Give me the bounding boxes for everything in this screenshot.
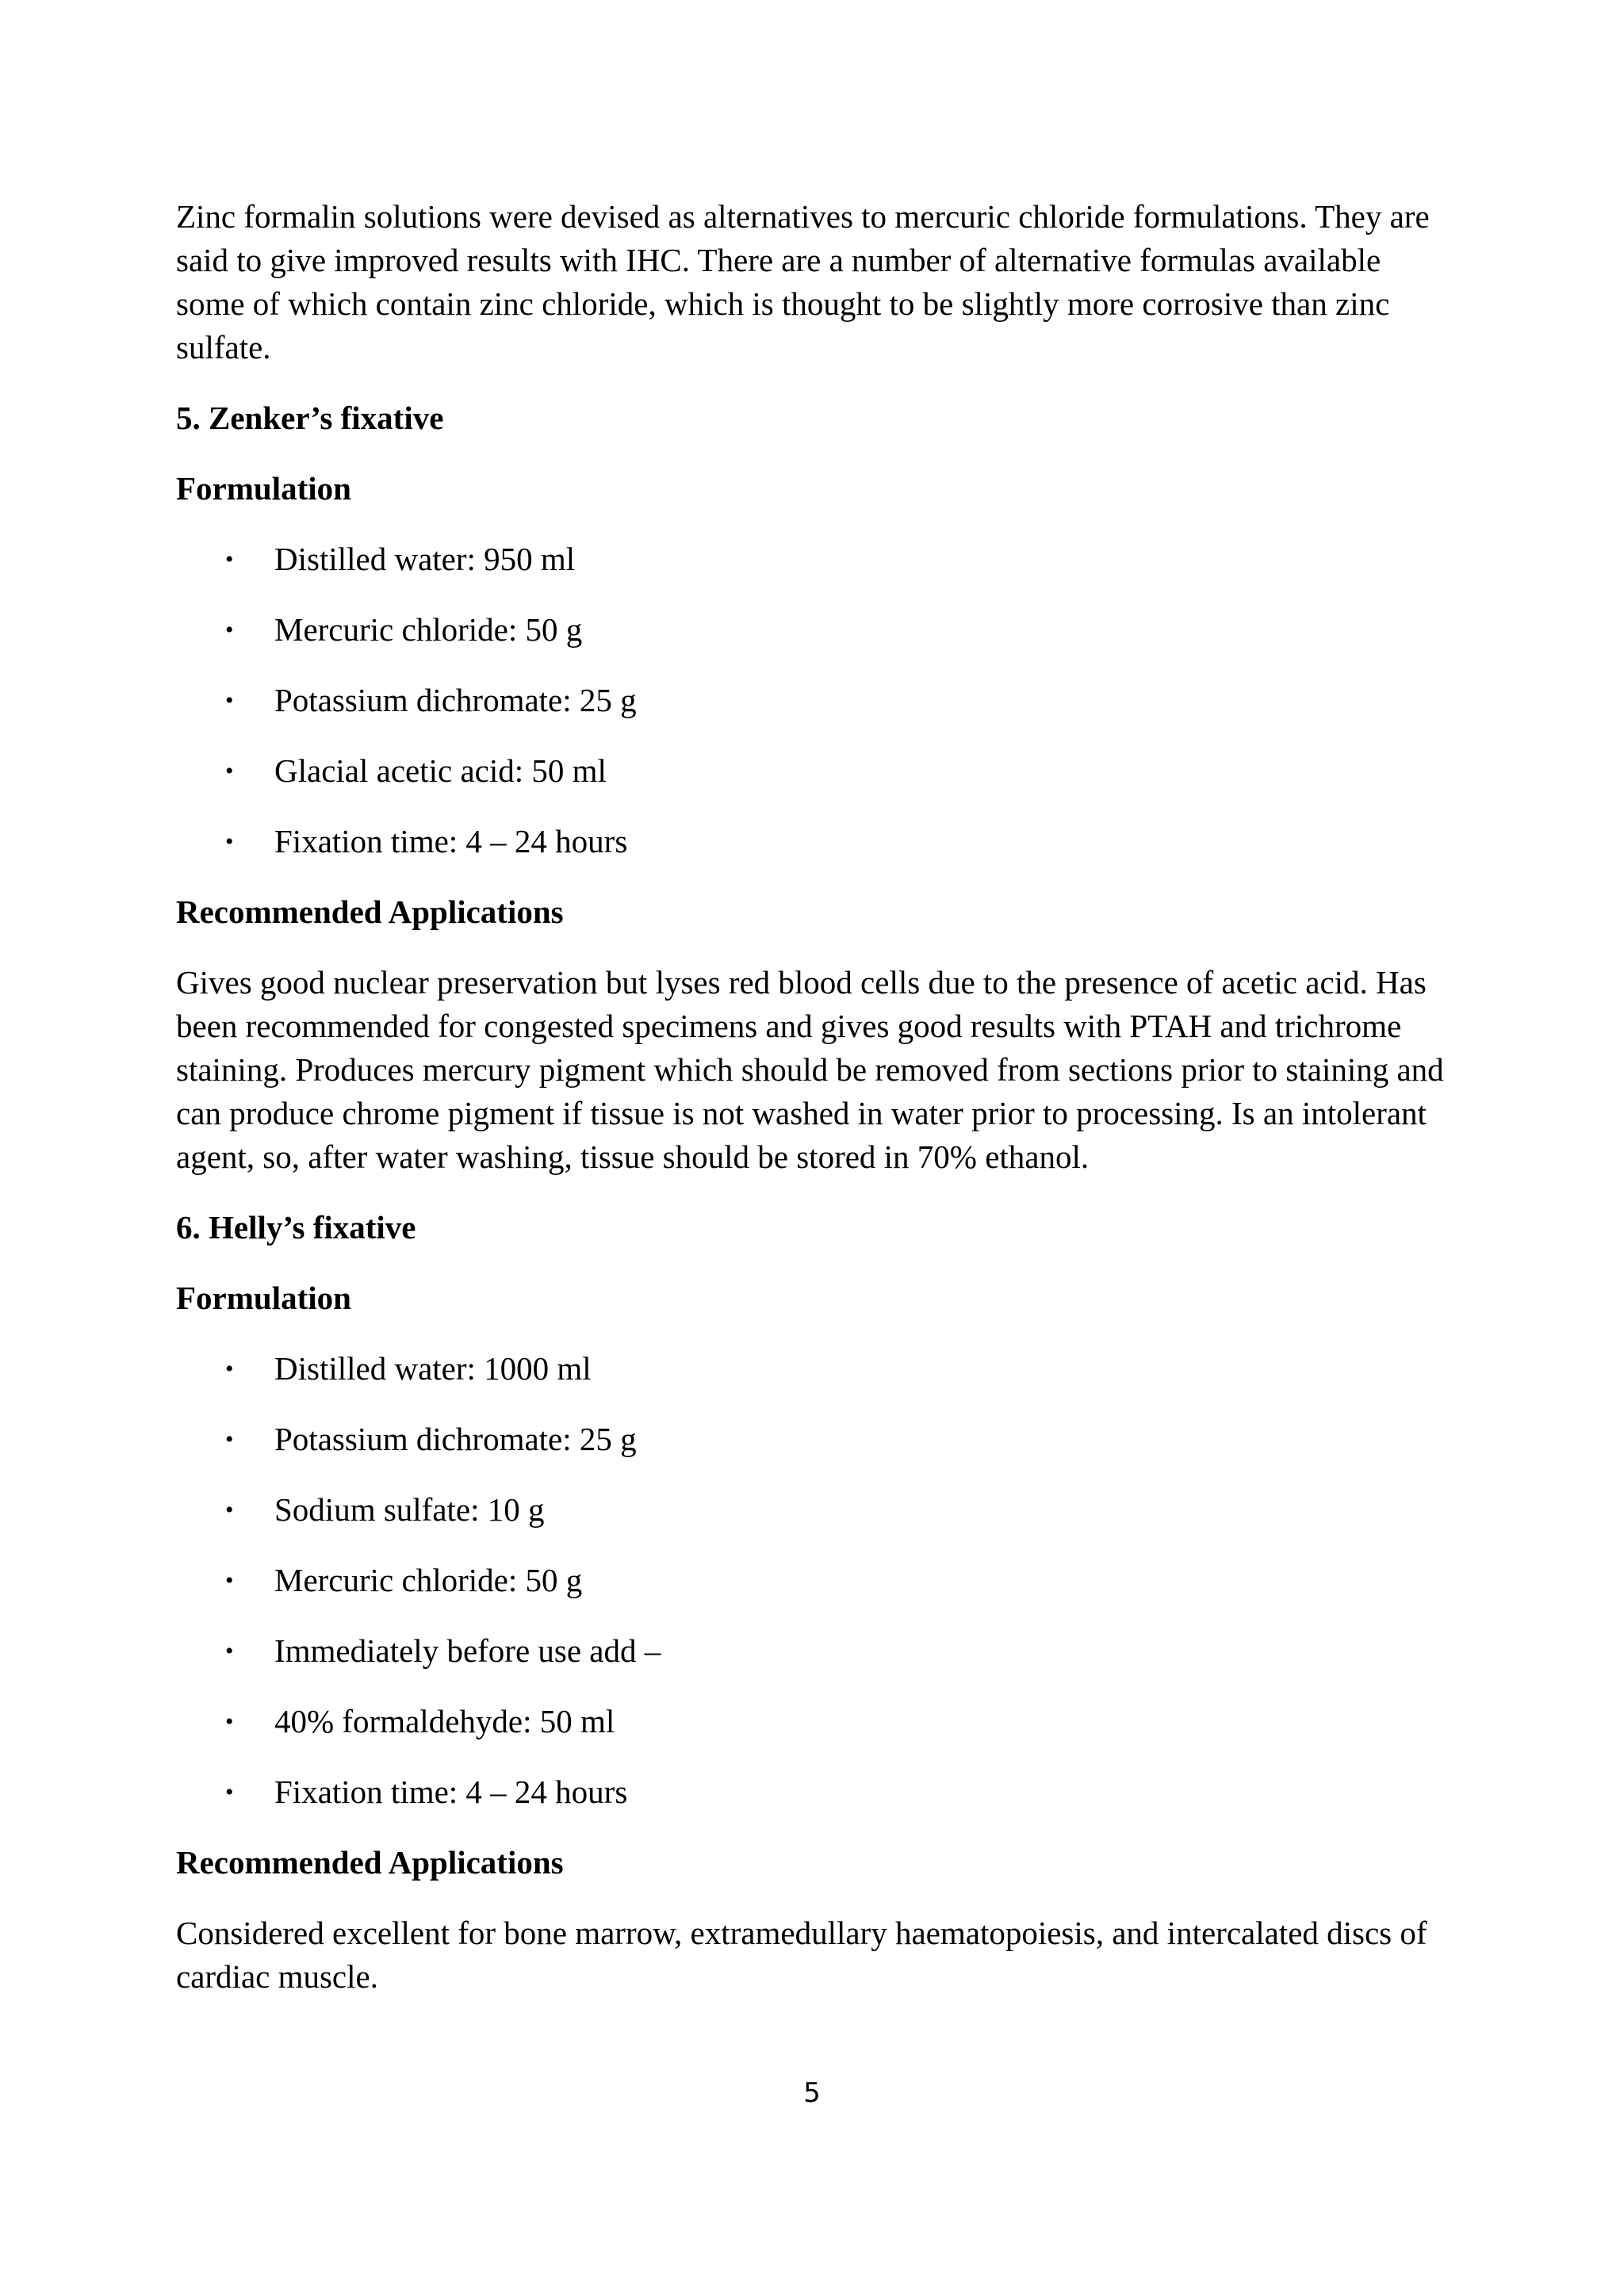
bullet-icon: • xyxy=(225,617,234,643)
list-item xyxy=(176,1347,1454,1391)
list-item-text: Immediately before use add – xyxy=(274,1632,661,1669)
section-title-helly: 6. Helly’s fixative xyxy=(176,1209,416,1246)
bullet-icon: • xyxy=(225,1497,234,1523)
bullet-icon: • xyxy=(225,546,234,572)
list-item-text: Potassium dichromate: 25 g xyxy=(274,682,637,718)
list-item xyxy=(176,1700,1454,1743)
intro-paragraph: Zinc formalin solutions were devised as alternatives to mercuric chloride formulations. They are said to give improved results with IHC. There are a number of alternative formulas available some of which contain zinc chloride, which is thought to be slightly more corrosive than zinc sulfate. xyxy=(176,198,1430,365)
list-item xyxy=(176,749,1454,793)
list-item xyxy=(176,608,1454,652)
section-title-zenker: 5. Zenker’s fixative xyxy=(176,400,444,436)
list-item-text: Potassium dichromate: 25 g xyxy=(274,1421,637,1457)
formulation-heading-zenker: Formulation xyxy=(176,470,351,507)
applications-heading-helly: Recommended Applications xyxy=(176,1844,564,1881)
list-item-text: Glacial acetic acid: 50 ml xyxy=(274,752,607,789)
applications-paragraph-zenker: Gives good nuclear preservation but lyses red blood cells due to the presence of acetic acid. Has been recommended for congested specimens and gives good results with PTAH and trichrome staining. Produces mercury pigment which should be removed from sections prior to staining and can produce chrome pigment if tissue is not washed in water prior to processing. Is an intolerant agent, so, after water washing, tissue should be stored in 70% ethanol. xyxy=(176,964,1444,1175)
document-page xyxy=(176,195,1454,2026)
formulation-heading-helly: Formulation xyxy=(176,1280,351,1316)
applications-heading-zenker: Recommended Applications xyxy=(176,894,564,930)
applications-paragraph-helly: Considered excellent for bone marrow, extramedullary haematopoiesis, and intercalated discs of cardiac muscle. xyxy=(176,1915,1427,1995)
page-number: 5 xyxy=(803,2077,821,2109)
list-item xyxy=(176,1559,1454,1602)
list-item-text: Mercuric chloride: 50 g xyxy=(274,1562,583,1598)
list-item-text: Mercuric chloride: 50 g xyxy=(274,611,583,648)
list-item xyxy=(176,1629,1454,1673)
list-item-text: Fixation time: 4 – 24 hours xyxy=(274,1774,628,1810)
bullet-icon: • xyxy=(225,1779,234,1805)
list-item-text: Sodium sulfate: 10 g xyxy=(274,1491,545,1528)
formulation-list-helly xyxy=(176,1347,1454,1814)
list-item-text: 40% formaldehyde: 50 ml xyxy=(274,1703,615,1739)
formulation-list-zenker xyxy=(176,538,1454,863)
bullet-icon: • xyxy=(225,1426,234,1452)
list-item xyxy=(176,679,1454,722)
bullet-icon: • xyxy=(225,1638,234,1664)
list-item-text: Distilled water: 950 ml xyxy=(274,541,576,577)
bullet-icon: • xyxy=(225,1356,234,1382)
list-item xyxy=(176,820,1454,863)
bullet-icon: • xyxy=(225,1567,234,1594)
list-item xyxy=(176,1488,1454,1532)
list-item-text: Fixation time: 4 – 24 hours xyxy=(274,823,628,859)
list-item-text: Distilled water: 1000 ml xyxy=(274,1350,592,1387)
list-item xyxy=(176,538,1454,581)
list-item xyxy=(176,1418,1454,1461)
bullet-icon: • xyxy=(225,687,234,714)
bullet-icon: • xyxy=(225,828,234,855)
bullet-icon: • xyxy=(225,1709,234,1735)
bullet-icon: • xyxy=(225,758,234,784)
list-item xyxy=(176,1770,1454,1814)
